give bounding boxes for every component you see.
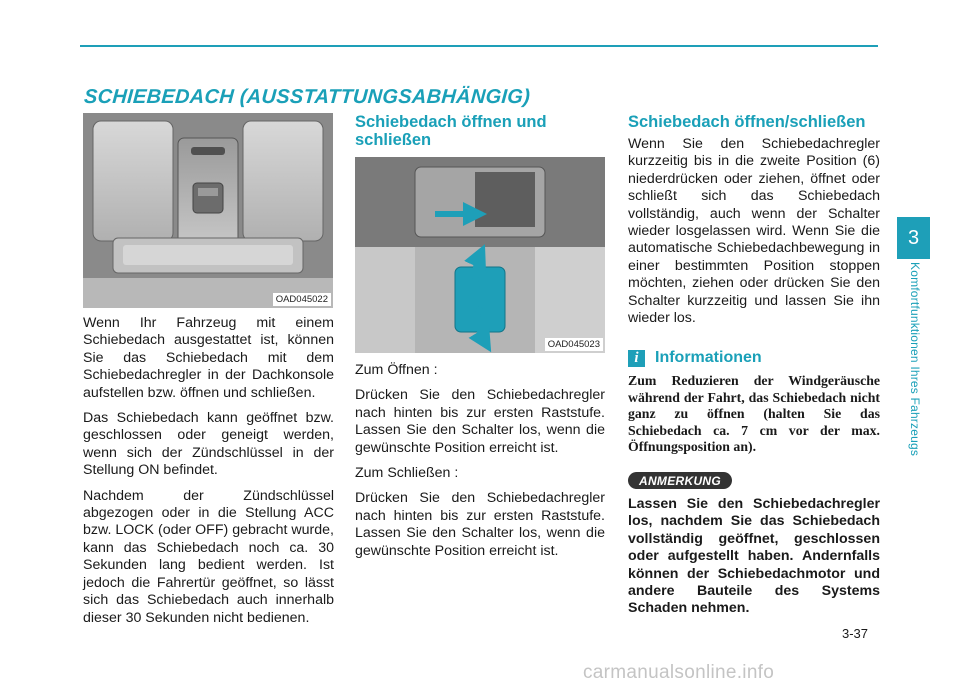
heading-open-close: Schiebedach öffnen und schließen (355, 113, 547, 149)
chapter-tab: 3 (897, 217, 930, 259)
page-number: 3-37 (842, 626, 869, 641)
overhead-console-image (83, 113, 333, 308)
right-column-text (628, 136, 880, 335)
watermark: carmanualsonline.info (583, 662, 775, 683)
section-title: SCHIEBEDACH (AUSSTATTUNGSABHÄNGIG) (83, 86, 531, 108)
paragraph: Drücken Sie den Schiebedachregler nach hinten bis zur ersten Raststufe. Lassen Sie den Schalter los, wenn die gewünschte Position erreicht ist. (355, 490, 605, 559)
info-title: Informationen (655, 349, 762, 366)
sunroof-switch-image (355, 157, 605, 353)
image-code-middle: OAD045023 (545, 338, 603, 351)
info-text: Zum Reduzieren der Windgeräusche während der Fahrt, das Schiebedach nicht ganz zu öffnen (halten Sie das Schiebedach ca. 7 cm vor der max. Öffnungsposition an). (628, 373, 880, 454)
paragraph: Nachdem der Zündschlüssel abgezogen oder in die Stellung ACC bzw. LOCK (oder OFF) gebracht wurde, kann das Schiebedach noch ca. 30 Sekunden lang bedient werden. Ist jedoch die Fahrertür geöffnet, so lässt sich das Schiebedach auch innerhalb dieser 30 Sekunden nicht bedienen. (83, 487, 334, 626)
info-header (628, 349, 762, 367)
middle-column-text (355, 362, 605, 568)
heading-open-close-auto: Schiebedach öffnen/schließen (628, 113, 866, 131)
paragraph: Zum Öffnen : (355, 362, 438, 378)
left-column-text (83, 315, 334, 635)
paragraph: Das Schiebedach kann geöffnet bzw. geschlossen oder geneigt werden, wenn sich der Zündschlüssel in der Stellung ON befindet. (83, 410, 334, 479)
image-code-left: OAD045022 (273, 293, 331, 306)
paragraph: Wenn Sie den Schiebedachregler kurzzeitig bis in die zweite Position (6) niederdrücken oder ziehen, öffnet oder schließt sich das Schiebedach vollständig, auch wenn der Schalter wieder losgelassen wird. Wenn Sie die automatische Schiebedachbewegung in einer bestimmten Position stoppen möchten, ziehen oder drücken Sie den Schalter kurzzeitig und lassen Sie ihn wieder los. (628, 136, 880, 327)
info-icon: i (628, 350, 645, 367)
paragraph: Zum Schließen : (355, 465, 459, 482)
top-rule (80, 45, 878, 47)
chapter-caption: Komfortfunktionen Ihres Fahrzeugs (908, 262, 922, 457)
paragraph: Wenn Ihr Fahrzeug mit einem Schiebedach ausgestattet ist, können Sie das Schiebedach mit dem Schiebedachregler in der Dachkonsole aufstellen bzw. öffnen und schließen. (83, 315, 334, 401)
note-text: Lassen Sie den Schiebedachregler los, nachdem Sie das Schiebedach vollständig geöffnet, geschlossen oder aufgestellt haben. Andernfalls können der Schiebedachmotor und andere Bauteile des Systems Schaden nehmen. (628, 496, 880, 617)
note-badge: ANMERKUNG (628, 472, 732, 489)
paragraph: Drücken Sie den Schiebedachregler nach hinten bis zur ersten Raststufe. Lassen Sie den Schalter los, wenn die gewünschte Position erreicht ist. (355, 387, 605, 456)
